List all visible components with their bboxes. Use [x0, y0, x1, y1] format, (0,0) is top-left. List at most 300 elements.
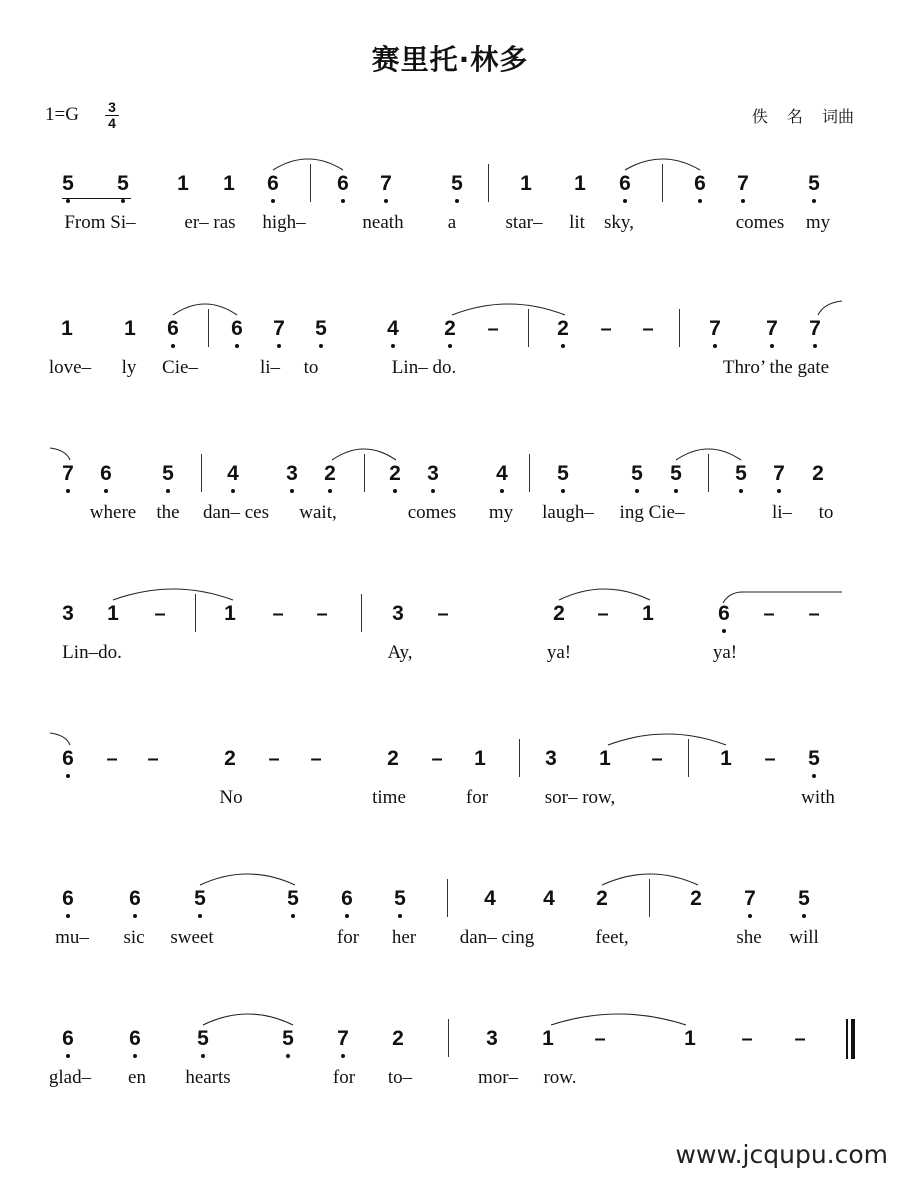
lyric-syllable: she [736, 927, 762, 948]
low-octave-dot-icon [812, 199, 816, 203]
lyric-syllable: to– [387, 1067, 413, 1088]
lyric-syllable: for [336, 927, 360, 948]
slurs [0, 725, 900, 845]
note [688, 172, 712, 196]
eighth-note-underline [62, 198, 131, 199]
note [760, 317, 784, 341]
note [123, 887, 147, 911]
note-digit: – [808, 603, 820, 625]
note [56, 172, 80, 196]
low-octave-dot-icon [431, 489, 435, 493]
note-digit: – [272, 603, 284, 625]
score-line-1 [0, 150, 900, 270]
sustain-dash [735, 1027, 759, 1051]
note-digit: 1 [224, 602, 236, 625]
slur-arc [559, 589, 650, 600]
note-digit: – [594, 1028, 606, 1050]
lyric-syllable: comes [407, 502, 457, 523]
note [386, 1027, 410, 1051]
note [218, 602, 242, 626]
low-octave-dot-icon [290, 489, 294, 493]
note [188, 887, 212, 911]
note-digit: 6 [62, 887, 74, 910]
note [309, 317, 333, 341]
note [803, 317, 827, 341]
low-octave-dot-icon [741, 199, 745, 203]
lyric-syllable: dan– ces [203, 502, 269, 523]
note [802, 172, 826, 196]
slur-arc [50, 733, 70, 745]
note [568, 172, 592, 196]
lyric-syllable: ya! [712, 642, 738, 663]
lyric-syllable: the [156, 502, 180, 523]
note-digit: 6 [694, 172, 706, 195]
barline [195, 594, 196, 632]
score-line-6 [0, 865, 900, 985]
thin-bar [846, 1019, 848, 1059]
note [593, 747, 617, 771]
note-digit: 5 [557, 462, 569, 485]
note-digit: – [764, 748, 776, 770]
low-octave-dot-icon [393, 489, 397, 493]
low-octave-dot-icon [698, 199, 702, 203]
note-digit: 2 [812, 462, 824, 485]
note-digit: – [437, 603, 449, 625]
note [478, 887, 502, 911]
sustain-dash [591, 602, 615, 626]
slurs [0, 295, 900, 415]
low-octave-dot-icon [171, 344, 175, 348]
note [280, 462, 304, 486]
barline [201, 454, 202, 492]
slur-arc [173, 304, 237, 315]
note-digit: 4 [496, 462, 508, 485]
song-title: 赛里托·林多 [371, 43, 529, 76]
sustain-dash [788, 1027, 812, 1051]
low-octave-dot-icon [384, 199, 388, 203]
note [388, 887, 412, 911]
lyric-syllable: for [465, 787, 489, 808]
note-digit: 6 [62, 747, 74, 770]
slur-arc [551, 1014, 686, 1025]
note [111, 172, 135, 196]
lyric-syllable: Ay, [387, 642, 413, 663]
note-digit: – [794, 1028, 806, 1050]
watermark: www.jcqupu.com [675, 1140, 888, 1169]
low-octave-dot-icon [391, 344, 395, 348]
note [792, 887, 816, 911]
note-digit: 2 [690, 887, 702, 910]
sustain-dash [802, 602, 826, 626]
note-digit: 4 [543, 887, 555, 910]
low-octave-dot-icon [341, 1054, 345, 1058]
note [514, 172, 538, 196]
note [218, 747, 242, 771]
low-octave-dot-icon [66, 1054, 70, 1058]
note-digit: – [268, 748, 280, 770]
note-digit: – [763, 603, 775, 625]
low-octave-dot-icon [341, 199, 345, 203]
note [318, 462, 342, 486]
low-octave-dot-icon [319, 344, 323, 348]
note-digit: 7 [737, 172, 749, 195]
score-line-2 [0, 295, 900, 415]
lyric-syllable: ly [121, 357, 137, 378]
note-digit: – [316, 603, 328, 625]
note [613, 172, 637, 196]
note-digit: 7 [337, 1027, 349, 1050]
note-digit: 5 [287, 887, 299, 910]
note-digit: 7 [744, 887, 756, 910]
lyric-syllable: time [372, 787, 406, 808]
note-digit: 5 [117, 172, 129, 195]
note-digit: 2 [557, 317, 569, 340]
barline [447, 879, 448, 917]
barline [708, 454, 709, 492]
note [171, 172, 195, 196]
note-digit: 1 [177, 172, 189, 195]
note [729, 462, 753, 486]
lyric-syllable: row. [543, 1067, 577, 1088]
lyric-syllable: neath [362, 212, 404, 233]
note [374, 172, 398, 196]
note-digit: 6 [619, 172, 631, 195]
slur-arc [452, 304, 565, 315]
note-digit: 1 [684, 1027, 696, 1050]
note [267, 317, 291, 341]
low-octave-dot-icon [286, 1054, 290, 1058]
note-digit: 2 [444, 317, 456, 340]
low-octave-dot-icon [812, 774, 816, 778]
note [468, 747, 492, 771]
barline [529, 454, 530, 492]
note [684, 887, 708, 911]
note [118, 317, 142, 341]
sustain-dash [262, 747, 286, 771]
time-numerator: 3 [108, 99, 116, 115]
note [101, 602, 125, 626]
note-digit: 4 [484, 887, 496, 910]
note-digit: 6 [129, 1027, 141, 1050]
low-octave-dot-icon [802, 914, 806, 918]
note [537, 887, 561, 911]
low-octave-dot-icon [235, 344, 239, 348]
note-digit: – [597, 603, 609, 625]
low-octave-dot-icon [455, 199, 459, 203]
slurs [0, 865, 900, 985]
barline [361, 594, 362, 632]
slurs [0, 580, 900, 700]
low-octave-dot-icon [561, 489, 565, 493]
low-octave-dot-icon [500, 489, 504, 493]
lyric-syllable: sor– row, [544, 787, 616, 808]
note-digit: – [651, 748, 663, 770]
note [335, 887, 359, 911]
low-octave-dot-icon [345, 914, 349, 918]
note [56, 1027, 80, 1051]
note [547, 602, 571, 626]
note-digit: 2 [224, 747, 236, 770]
lyric-syllable: glad– [48, 1067, 92, 1088]
time-denominator: 4 [108, 115, 116, 131]
score-line-7 [0, 1005, 900, 1125]
lyric-syllable: wait, [299, 502, 337, 523]
lyric-syllable: love– [48, 357, 92, 378]
sustain-dash [588, 1027, 612, 1051]
note-digit: 5 [808, 747, 820, 770]
note-digit: – [147, 748, 159, 770]
note-digit: – [487, 318, 499, 340]
slur-arc [200, 874, 295, 885]
lyric-syllable: to [818, 502, 834, 523]
lyric-syllable: Thro’ the gate [722, 357, 830, 378]
lyric-syllable: Lin–do. [62, 642, 122, 663]
sustain-dash [431, 602, 455, 626]
note [161, 317, 185, 341]
lyric-syllable: comes [735, 212, 785, 233]
low-octave-dot-icon [66, 774, 70, 778]
lyric-syllable: hearts [185, 1067, 231, 1088]
low-octave-dot-icon [398, 914, 402, 918]
note [56, 747, 80, 771]
lyric-syllable: star– [505, 212, 543, 233]
low-octave-dot-icon [561, 344, 565, 348]
note [731, 172, 755, 196]
note [123, 1027, 147, 1051]
note-digit: 5 [394, 887, 406, 910]
note-digit: 2 [324, 462, 336, 485]
note [94, 462, 118, 486]
note [331, 172, 355, 196]
note-digit: 4 [387, 317, 399, 340]
note-digit: 2 [553, 602, 565, 625]
low-octave-dot-icon [291, 914, 295, 918]
note-digit: 2 [392, 1027, 404, 1050]
slurs [0, 440, 900, 560]
sustain-dash [481, 317, 505, 341]
time-signature [104, 100, 120, 131]
slur-arc [273, 159, 343, 170]
sustain-dash [148, 602, 172, 626]
note [551, 462, 575, 486]
note [539, 747, 563, 771]
lyric-syllable: mor– [477, 1067, 519, 1088]
note-digit: 6 [341, 887, 353, 910]
note [225, 317, 249, 341]
note-digit: 1 [720, 747, 732, 770]
note [714, 747, 738, 771]
slur-arc [818, 301, 842, 315]
low-octave-dot-icon [277, 344, 281, 348]
barline [649, 879, 650, 917]
note [221, 462, 245, 486]
lyric-syllable: No [219, 787, 243, 808]
note [536, 1027, 560, 1051]
note [217, 172, 241, 196]
note-digit: – [600, 318, 612, 340]
note-digit: 1 [642, 602, 654, 625]
note-digit: 5 [631, 462, 643, 485]
note-digit: 5 [282, 1027, 294, 1050]
note-digit: 6 [167, 317, 179, 340]
note-digit: 1 [61, 317, 73, 340]
note [490, 462, 514, 486]
lyric-syllable: with [801, 787, 835, 808]
note-digit: 6 [62, 1027, 74, 1050]
low-octave-dot-icon [674, 489, 678, 493]
note-digit: 1 [542, 1027, 554, 1050]
lyric-syllable: er– ras [184, 212, 236, 233]
lyric-syllable: high– [262, 212, 306, 233]
low-octave-dot-icon [121, 199, 125, 203]
note [421, 462, 445, 486]
note-digit: 7 [62, 462, 74, 485]
note [802, 747, 826, 771]
note-digit: 5 [451, 172, 463, 195]
note-digit: 5 [798, 887, 810, 910]
low-octave-dot-icon [198, 914, 202, 918]
low-octave-dot-icon [770, 344, 774, 348]
note-digit: 2 [387, 747, 399, 770]
note-digit: 6 [337, 172, 349, 195]
barline [679, 309, 680, 347]
low-octave-dot-icon [748, 914, 752, 918]
note [480, 1027, 504, 1051]
lyric-syllable: my [488, 502, 514, 523]
barline [364, 454, 365, 492]
note [156, 462, 180, 486]
barline [488, 164, 489, 202]
note [806, 462, 830, 486]
note [767, 462, 791, 486]
slur-arc [113, 589, 233, 600]
sustain-dash [758, 747, 782, 771]
note [281, 887, 305, 911]
note-digit: – [154, 603, 166, 625]
note [261, 172, 285, 196]
lyric-syllable: feet, [595, 927, 629, 948]
note-digit: 5 [315, 317, 327, 340]
note [55, 317, 79, 341]
note-digit: 1 [223, 172, 235, 195]
lyric-syllable: en [128, 1067, 146, 1088]
low-octave-dot-icon [713, 344, 717, 348]
note-digit: 5 [162, 462, 174, 485]
note [56, 602, 80, 626]
lyric-syllable: sky, [604, 212, 634, 233]
barline [662, 164, 663, 202]
slurs [0, 150, 900, 270]
sustain-dash [425, 747, 449, 771]
note-digit: – [106, 748, 118, 770]
note-digit: 7 [273, 317, 285, 340]
lyric-syllable: sweet [170, 927, 214, 948]
lyric-syllable: li– [771, 502, 793, 523]
note [381, 317, 405, 341]
lyric-syllable: sic [123, 927, 145, 948]
note-digit: – [310, 748, 322, 770]
barline [208, 309, 209, 347]
note [678, 1027, 702, 1051]
low-octave-dot-icon [813, 344, 817, 348]
note [276, 1027, 300, 1051]
note-digit: 6 [100, 462, 112, 485]
note [56, 887, 80, 911]
sustain-dash [100, 747, 124, 771]
note [625, 462, 649, 486]
note [438, 317, 462, 341]
note-digit: 3 [486, 1027, 498, 1050]
barline [528, 309, 529, 347]
lyric-syllable: From Si– [64, 212, 136, 233]
note [383, 462, 407, 486]
note [445, 172, 469, 196]
low-octave-dot-icon [104, 489, 108, 493]
note [636, 602, 660, 626]
lyric-syllable: my [805, 212, 831, 233]
sustain-dash [636, 317, 660, 341]
note-digit: 3 [427, 462, 439, 485]
sustain-dash [594, 317, 618, 341]
note-digit: 5 [197, 1027, 209, 1050]
note-digit: 2 [389, 462, 401, 485]
note [331, 1027, 355, 1051]
lyric-syllable: li– [259, 357, 281, 378]
note [664, 462, 688, 486]
low-octave-dot-icon [722, 629, 726, 633]
note [381, 747, 405, 771]
note-digit: 1 [599, 747, 611, 770]
score-line-3 [0, 440, 900, 560]
note-digit: 6 [129, 887, 141, 910]
note-digit: 7 [773, 462, 785, 485]
sustain-dash [266, 602, 290, 626]
sustain-dash [645, 747, 669, 771]
note-digit: 7 [380, 172, 392, 195]
note-digit: – [741, 1028, 753, 1050]
slur-arc [203, 1014, 293, 1025]
note-digit: 5 [735, 462, 747, 485]
composer-credit: 佚 名 词曲 [751, 107, 854, 126]
lyric-syllable: her [391, 927, 417, 948]
note-digit: 6 [267, 172, 279, 195]
score-line-5 [0, 725, 900, 845]
note [551, 317, 575, 341]
lyric-syllable: to [303, 357, 319, 378]
note-digit: 1 [520, 172, 532, 195]
note-digit: 2 [596, 887, 608, 910]
lyric-syllable: ya! [546, 642, 572, 663]
slur-arc [50, 448, 70, 460]
note-digit: 1 [574, 172, 586, 195]
slurs [0, 1005, 900, 1125]
low-octave-dot-icon [328, 489, 332, 493]
note-digit: 7 [709, 317, 721, 340]
low-octave-dot-icon [66, 914, 70, 918]
note-digit: 6 [231, 317, 243, 340]
score-line-4 [0, 580, 900, 700]
key-signature: 1=G [45, 104, 79, 125]
barline [310, 164, 311, 202]
lyric-syllable: laugh– [542, 502, 594, 523]
sustain-dash [757, 602, 781, 626]
note-digit: 5 [670, 462, 682, 485]
low-octave-dot-icon [133, 914, 137, 918]
barline [519, 739, 520, 777]
low-octave-dot-icon [66, 489, 70, 493]
note-digit: 3 [62, 602, 74, 625]
sustain-dash [310, 602, 334, 626]
